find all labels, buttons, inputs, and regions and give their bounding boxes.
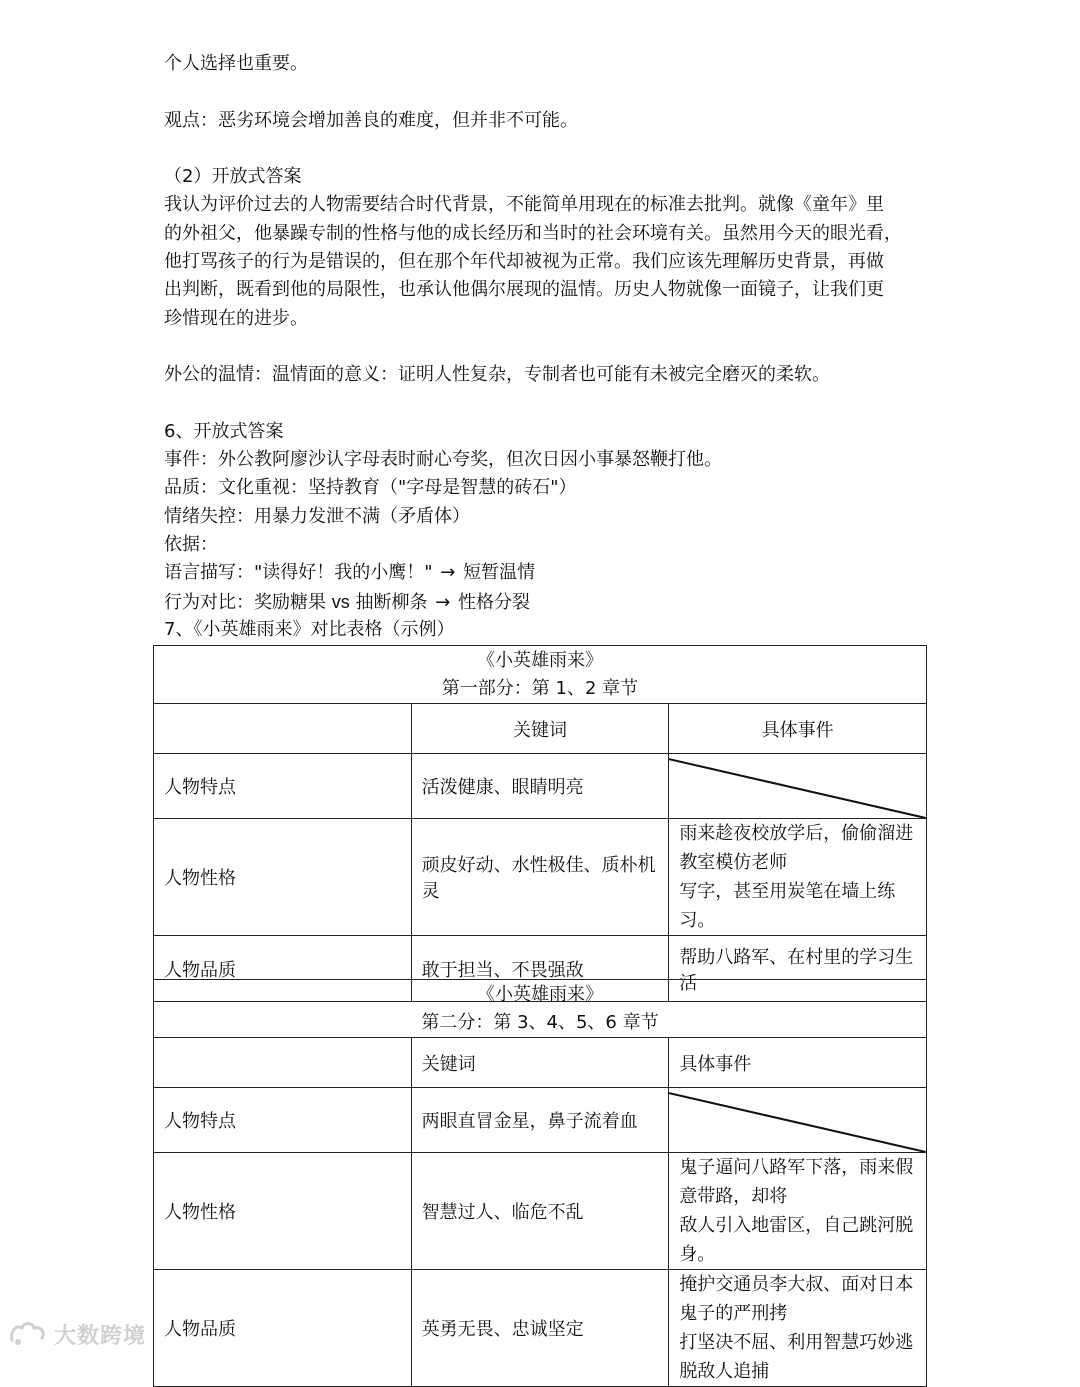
- behavior-result: 性格分裂: [458, 591, 531, 613]
- paragraph-line: 我认为评价过去的人物需要结合时代背景，不能简单用现在的标准去批判。就像《童年》里: [164, 194, 884, 216]
- table-row: [154, 819, 927, 936]
- heading-section-7: 7、《小英雄雨来》对比表格（示例）: [164, 618, 455, 640]
- row-label: 人物特点: [154, 754, 412, 819]
- header-event: 具体事件: [669, 1038, 927, 1088]
- table-row: [154, 1153, 927, 1270]
- paragraph-line: 的外祖父，他暴躁专制的性格与他的成长经历和当时的社会环境有关。虽然用今天的眼光看，: [164, 222, 902, 244]
- header-keyword: 关键词: [411, 704, 669, 754]
- arrow-right-icon: →: [435, 591, 451, 613]
- heading-section-6: 6、开放式答案: [164, 420, 284, 442]
- header-empty-cell: [154, 704, 412, 754]
- paragraph-line: 出判断，既看到他的局限性，也承认他偶尔展现的温情。历史人物就像一面镜子，让我们更: [164, 279, 884, 301]
- row-label: 人物品质: [154, 1270, 412, 1387]
- event-line: 敌人引入地雷区，自己跳河脱身。: [679, 1215, 914, 1265]
- paragraph-viewpoint: 观点：恶劣环境会增加善良的难度，但并非不可能。: [164, 109, 578, 131]
- watermark-text: 大数跨境: [54, 1323, 147, 1349]
- header-empty-cell: [154, 1038, 412, 1088]
- event-line: 写字，甚至用炭笔在墙上练习。: [679, 881, 896, 931]
- table-row: [154, 754, 927, 819]
- row-label: 人物性格: [154, 819, 412, 936]
- table-subtitle: 第二分：第 3、4、5、6 章节: [421, 1011, 659, 1033]
- line-language-description: [164, 559, 934, 587]
- event-line: 雨来趁夜校放学后，偷偷溜进教室模仿老师: [679, 823, 914, 873]
- row-event: 帮助八路军、在村里的学习生活: [669, 936, 927, 1002]
- line-behavior-contrast: [164, 588, 934, 616]
- row-keyword: 两眼直冒金星，鼻子流着血: [411, 1088, 669, 1153]
- behavior-vs: vs: [331, 591, 350, 612]
- diagonal-line: [669, 754, 926, 818]
- table-row: [154, 1270, 927, 1387]
- table-row: [154, 1088, 927, 1153]
- row-keyword: 英勇无畏、忠诚坚定: [411, 1270, 669, 1387]
- comparison-table-part-1: [153, 645, 927, 1002]
- row-event: [669, 819, 927, 936]
- heading-open-answer-2: （2）开放式答案: [164, 166, 302, 188]
- language-quote: 语言描写："读得好！我的小鹰！": [164, 562, 433, 584]
- language-result: 短暂温情: [463, 562, 536, 584]
- row-event: [669, 1153, 927, 1270]
- behavior-reward: 行为对比：奖励糖果: [164, 591, 326, 613]
- line-emotion: 情绪失控：用暴力发泄不满（矛盾体）: [164, 505, 470, 527]
- paragraph-personal-choice: 个人选择也重要。: [164, 53, 308, 74]
- diagonal-empty-cell: [669, 1088, 927, 1153]
- diagonal-line: [669, 1088, 926, 1152]
- row-event: [669, 1270, 927, 1387]
- row-keyword: 敢于担当、不畏强敌: [411, 936, 669, 1002]
- line-basis: 依据：: [164, 534, 218, 556]
- row-label: 人物品质: [154, 936, 412, 1002]
- event-line: 鬼子逼问八路军下落，雨来假意带路，却将: [679, 1157, 914, 1207]
- event-line: 打坚决不屈、利用智慧巧妙逃脱敌人追捕: [679, 1332, 914, 1382]
- diagonal-empty-cell: [669, 754, 927, 819]
- document-body: [164, 50, 934, 644]
- table-subtitle: 第一部分：第 1、2 章节: [441, 677, 639, 699]
- row-keyword: 顽皮好动、水性极佳、质朴机灵: [411, 819, 669, 936]
- table-title-cell: [154, 980, 927, 1038]
- table-title: 《小英雄雨来》: [477, 983, 603, 1005]
- event-line: 掩护交通员李大叔、面对日本鬼子的严刑拷: [679, 1274, 914, 1324]
- row-keyword: 活泼健康、眼睛明亮: [411, 754, 669, 819]
- paragraph-grandfather-warmth: 外公的温情：温情面的意义：证明人性复杂，专制者也可能有未被完全磨灭的柔软。: [164, 364, 830, 386]
- row-label: 人物特点: [154, 1088, 412, 1153]
- watermark: [8, 1318, 146, 1350]
- arrow-right-icon: →: [440, 562, 456, 584]
- table-title-cell: [154, 646, 927, 704]
- header-event: 具体事件: [669, 704, 927, 754]
- line-quality: 品质：文化重视：坚持教育（"字母是智慧的砖石"）: [164, 477, 577, 499]
- row-label: 人物性格: [154, 1153, 412, 1270]
- paragraph-line: 他打骂孩子的行为是错误的，但在那个年代却被视为正常。我们应该先理解历史背景，再做: [164, 251, 884, 273]
- line-event: 事件：外公教阿廖沙认字母表时耐心夸奖，但次日因小事暴怒鞭打他。: [164, 449, 722, 471]
- row-keyword: 智慧过人、临危不乱: [411, 1153, 669, 1270]
- behavior-punish: 抽断柳条: [355, 591, 428, 613]
- brand-logo-icon: [8, 1320, 48, 1348]
- header-keyword: 关键词: [411, 1038, 669, 1088]
- comparison-table-part-2: [153, 979, 927, 1387]
- paragraph-line: 珍惜现在的进步。: [164, 307, 308, 329]
- table-title: 《小英雄雨来》: [477, 649, 603, 671]
